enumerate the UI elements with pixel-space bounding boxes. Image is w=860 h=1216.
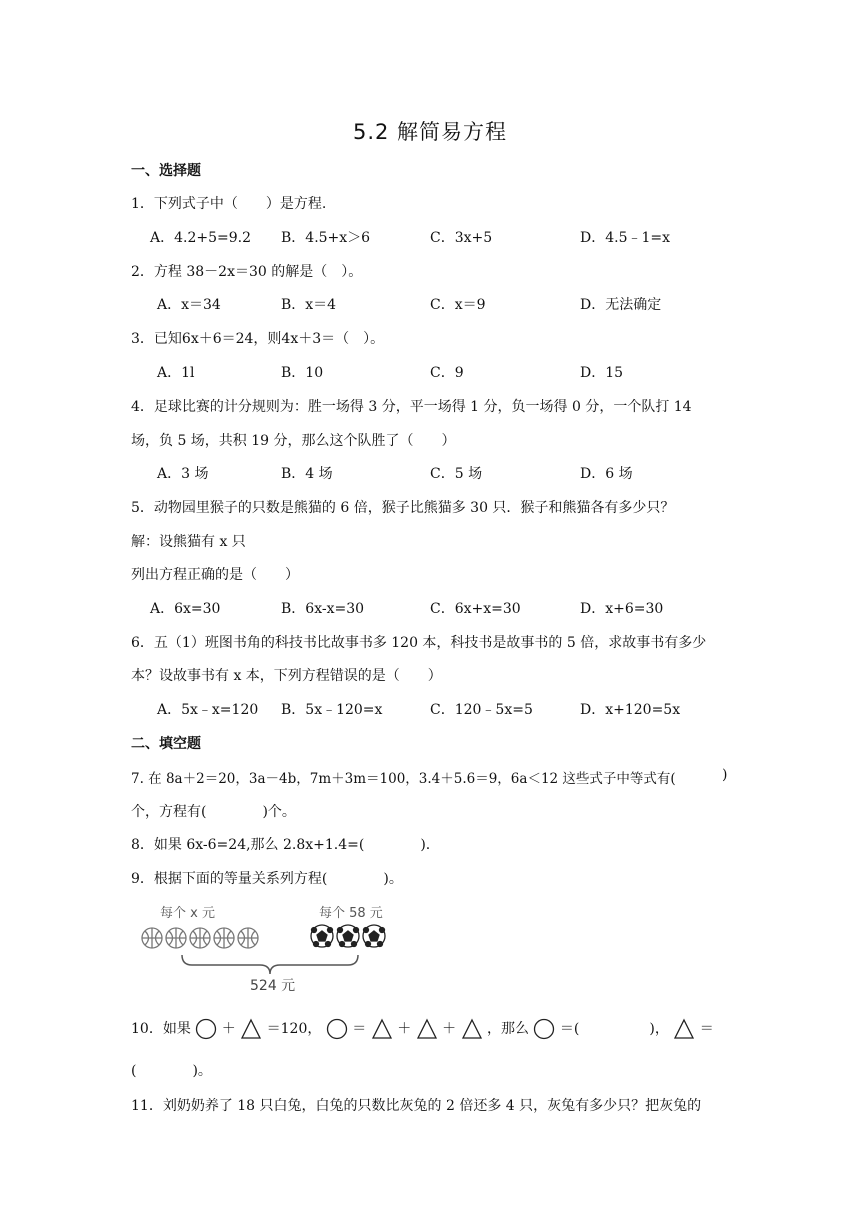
q10-eq2: ＝ — [352, 1021, 367, 1037]
question-5-line2: 解：设熊猫有 x 只 — [131, 534, 246, 550]
q5-option-b: B．6x-x=30 — [281, 601, 365, 617]
question-7-line1: 7. 在 8a＋2＝20，3a－4b，7m＋3m＝100，3.4＋5.6＝9，6a＜12 这些式子中等式有( — [131, 771, 676, 787]
section-heading-fill: 二、填空题 — [131, 736, 201, 752]
soccer-ball-icon — [337, 925, 359, 947]
soccer-ball-icon — [311, 925, 333, 947]
q10-plus3: ＋ — [442, 1021, 457, 1037]
question-9: 9．根据下面的等量关系列方程( )。 — [131, 871, 403, 887]
q1-option-c: C．3x+5 — [430, 230, 493, 246]
q10-plus: ＋ — [221, 1021, 236, 1037]
question-7-line1-end: ) — [722, 767, 728, 783]
question-2: 2．方程 38－2x＝30 的解是（ ）。 — [131, 264, 363, 280]
q6-option-b: B．5x﹣120=x — [281, 702, 383, 718]
q2-option-d: D．无法确定 — [580, 297, 662, 313]
q1-option-b: B．4.5+x＞6 — [281, 230, 371, 246]
triangle-shape-icon — [371, 1018, 393, 1040]
q10-prefix: 10．如果 — [131, 1021, 191, 1037]
q3-option-c: C．9 — [430, 365, 464, 381]
ball-diagram — [130, 900, 400, 1000]
q2-option-b: B．x＝4 — [281, 297, 337, 313]
q10-eq4: ＝ — [699, 1021, 714, 1037]
question-4-line1: 4．足球比赛的计分规则为：胜一场得 3 分，平一场得 1 分，负一场得 0 分，一个队打 14 — [131, 399, 692, 415]
q3-option-a: A．1l — [157, 365, 195, 381]
q3-option-d: D．15 — [580, 365, 624, 381]
triangle-shape-icon — [461, 1018, 483, 1040]
q1-option-d: D．4.5﹣1=x — [580, 230, 671, 246]
circle-shape-icon — [326, 1018, 348, 1040]
q4-option-a: A．3 场 — [157, 466, 209, 482]
circle-shape-icon — [195, 1018, 217, 1040]
q10-then: ，那么 — [487, 1021, 529, 1037]
basketball-icon — [166, 928, 186, 948]
question-10-line1 — [131, 1018, 714, 1040]
question-6-line2: 本？设故事书有 x 本，下列方程错误的是（ ） — [131, 668, 442, 684]
q3-option-b: B．10 — [281, 365, 324, 381]
question-8: 8．如果 6x-6=24,那么 2.8x+1.4=( ). — [131, 837, 431, 853]
basketball-icon — [238, 928, 258, 948]
q4-option-d: D．6 场 — [580, 466, 633, 482]
fig-label-left: 每个 x 元 — [160, 906, 215, 921]
q5-option-a: A．6x=30 — [150, 601, 221, 617]
q6-option-c: C．120﹣5x=5 — [430, 702, 533, 718]
fig-total: 524 元 — [250, 978, 296, 994]
question-4-line2: 场，负 5 场，共积 19 分，那么这个队胜了（ ） — [131, 433, 456, 449]
q10-eq3: ＝( )， — [559, 1021, 669, 1037]
soccer-ball-icons — [311, 925, 385, 947]
basketball-icons — [142, 928, 258, 948]
q10-eq1: ＝120， — [266, 1021, 322, 1037]
total-brace — [182, 955, 358, 974]
q6-option-d: D．x+120=5x — [580, 702, 681, 718]
basketball-icon — [142, 928, 162, 948]
basketball-icon — [214, 928, 234, 948]
question-7-line2: 个，方程有( )个。 — [131, 804, 296, 820]
triangle-shape-icon — [416, 1018, 438, 1040]
question-10-line2: ( )。 — [131, 1063, 212, 1079]
triangle-shape-icon — [240, 1018, 262, 1040]
question-9-figure — [130, 900, 400, 1000]
q5-option-d: D．x+6=30 — [580, 601, 664, 617]
fig-label-right: 每个 58 元 — [319, 906, 383, 921]
q4-option-b: B．4 场 — [281, 466, 333, 482]
question-3: 3．已知6x＋6＝24，则4x＋3＝（ ）。 — [131, 331, 385, 347]
question-5-line1: 5．动物园里猴子的只数是熊猫的 6 倍，猴子比熊猫多 30 只．猴子和熊猫各有多少只？ — [131, 500, 675, 516]
triangle-shape-icon — [673, 1018, 695, 1040]
q10-plus2: ＋ — [397, 1021, 412, 1037]
circle-shape-icon — [533, 1018, 555, 1040]
q1-option-a: A．4.2+5=9.2 — [150, 230, 252, 246]
basketball-icon — [190, 928, 210, 948]
section-heading-choice: 一、选择题 — [131, 163, 201, 179]
q6-option-a: A．5x﹣x=120 — [157, 702, 259, 718]
q2-option-a: A．x＝34 — [157, 297, 221, 313]
q5-option-c: C．6x+x=30 — [430, 601, 521, 617]
question-6-line1: 6．五（1）班图书角的科技书比故事书多 120 本，科技书是故事书的 5 倍，求故事书有多少 — [131, 635, 707, 651]
soccer-ball-icon — [363, 925, 385, 947]
question-11: 11．刘奶奶养了 18 只白兔，白兔的只数比灰兔的 2 倍还多 4 只，灰兔有多少只？把灰兔的 — [131, 1098, 702, 1114]
question-1: 1．下列式子中（ ）是方程. — [131, 196, 327, 212]
q2-option-c: C．x＝9 — [430, 297, 486, 313]
page-title: 5.2 解简易方程 — [352, 120, 508, 144]
question-5-line3: 列出方程正确的是（ ） — [131, 567, 299, 583]
q4-option-c: C．5 场 — [430, 466, 483, 482]
